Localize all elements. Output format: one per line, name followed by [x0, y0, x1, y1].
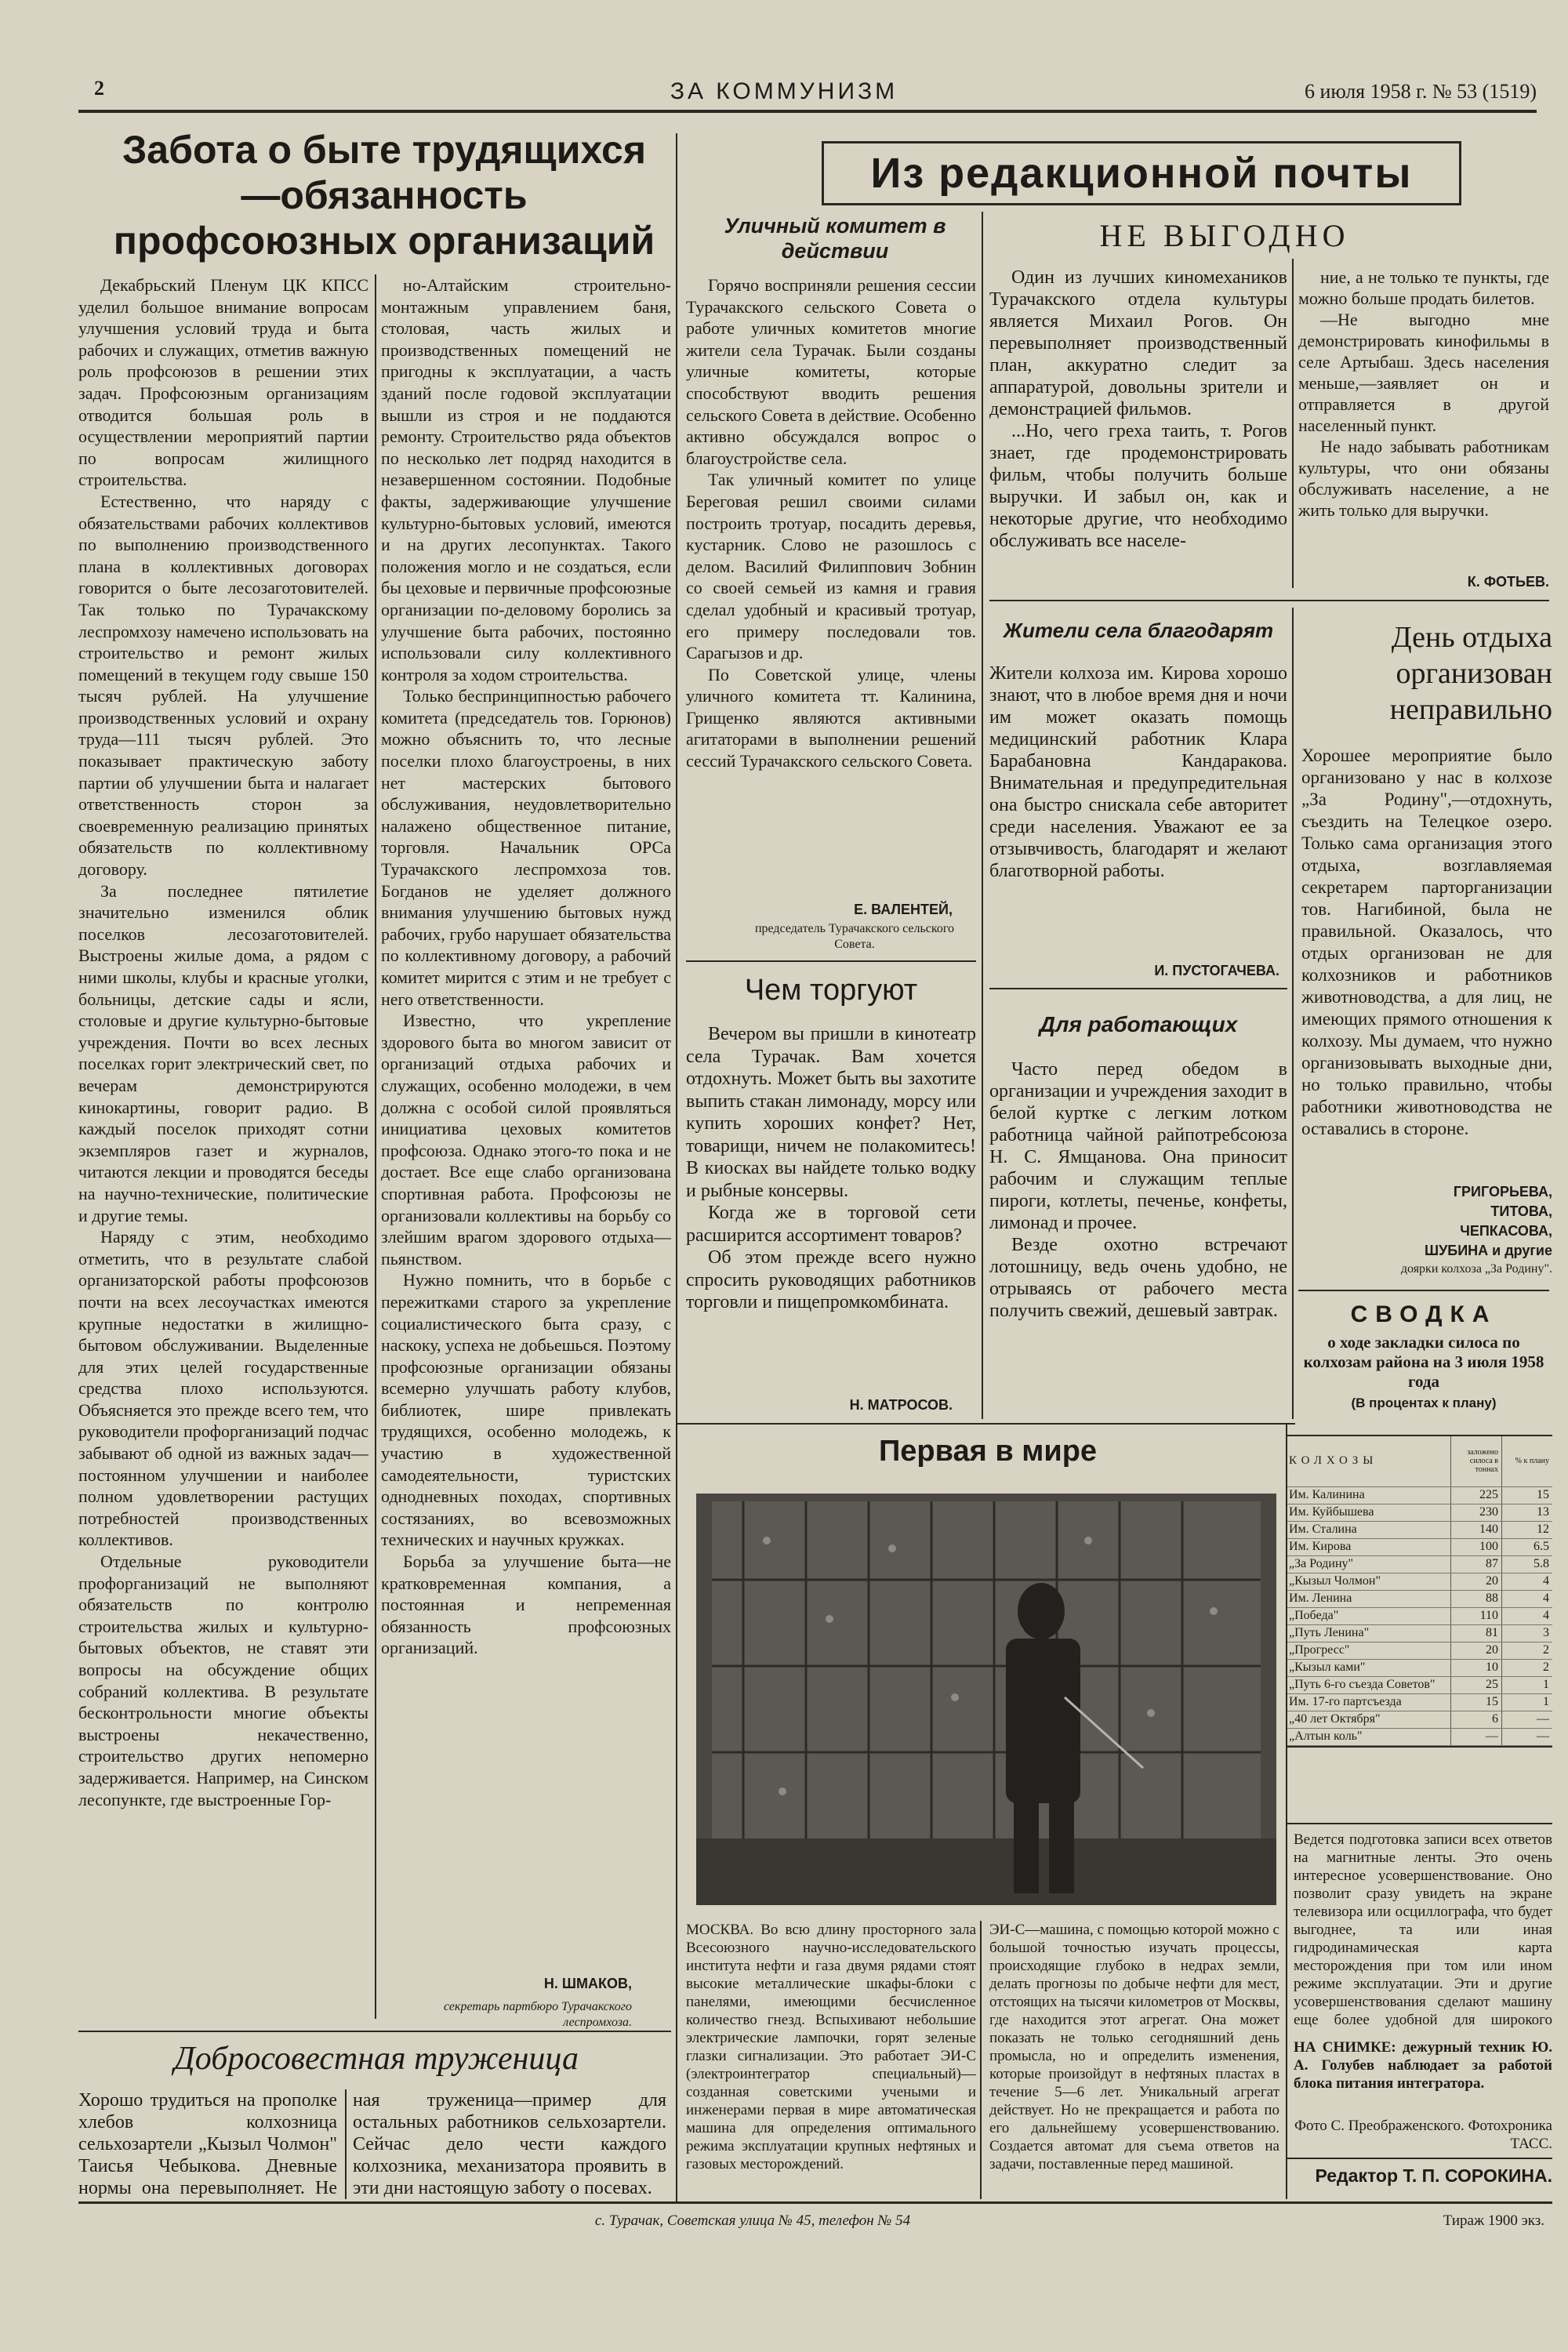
kolkhoz-name-cell: „Победа" [1286, 1607, 1451, 1624]
column-rule [375, 274, 376, 2019]
percent-plan-cell: — [1502, 1728, 1553, 1745]
percent-plan-cell: 6.5 [1502, 1538, 1553, 1555]
kolkhoz-name-cell: Им. Калинина [1286, 1486, 1451, 1504]
percent-plan-cell: 3 [1502, 1624, 1553, 1642]
paragraph: Об этом прежде всего нужно спросить руководящих работников торговли и пищепромкомбината. [686, 1247, 976, 1312]
silage-tons-cell: 81 [1451, 1624, 1502, 1642]
silage-tons-cell: 20 [1451, 1573, 1502, 1590]
table-row [1286, 1624, 1552, 1642]
paragraph: Вечером вы пришли в кинотеатр села Турачак. Вам хочется отдохнуть. Может быть вы захотите выпить стакан лимонаду, морсу или купить хороших конфет? Нет, товарищи, ничем не полакомитесь! В киосках вы найдете только водку и рыбные консервы. [686, 1024, 976, 1201]
table-row [1286, 1538, 1552, 1555]
rest-day-signature-1: ГРИГОРЬЕВА, [1453, 1184, 1552, 1200]
table-row [1286, 1573, 1552, 1590]
column-rule [1286, 1423, 1287, 2199]
table-row [1286, 1728, 1552, 1745]
table-row [1286, 1607, 1552, 1624]
summary-title: СВОДКА [1350, 1301, 1497, 1327]
table-row [1286, 1504, 1552, 1521]
silage-tons-cell: 110 [1451, 1607, 1502, 1624]
news-photo [696, 1494, 1276, 1905]
paragraph: По Советской улице, члены уличного комитета тт. Калинина, Грищенко являются активными агитаторами в выполнении решений сессий Турачакского сельского Совета. [686, 664, 976, 771]
paragraph: Когда же в торговой сети расширится ассортимент товаров? [686, 1203, 976, 1246]
kolkhoz-name-cell: „За Родину" [1286, 1555, 1451, 1573]
percent-plan-cell: 5.8 [1502, 1555, 1553, 1573]
percent-plan-cell: 1 [1502, 1676, 1553, 1693]
paragraph: ние, а не только те пункты, где можно больше продать билетов. [1298, 267, 1549, 308]
percent-plan-cell: 4 [1502, 1590, 1553, 1607]
main-article-col2 [381, 274, 671, 1842]
section-rule [1298, 1290, 1549, 1291]
silage-tons-cell: 6 [1451, 1711, 1502, 1728]
mail-banner: Из редакционной почты [822, 141, 1461, 205]
percent-plan-cell: 13 [1502, 1504, 1553, 1521]
silage-tons-cell: 87 [1451, 1555, 1502, 1573]
summary-data-table [1286, 1436, 1552, 1746]
photo-caption-col2: ЭИ-С—машина, с помощью которой можно с большой точностью изучать процессы, происходящие глубоко в недрах земли, делать прогнозы по добыче нефти для мест, отстоящих на тысячи километров от Москвы, где находится этот агрегат. Она может показать не только сегодняшний день промысла, но и определить изменения, которые произойдут в нефтяных пластах в течение 5—6 лет. Уникальный агрегат действует. Но не прекращается и работа по его дальнейшему усовершенствованию. Создается автомат для съема ответов на задачи, поставленные перед машиной. [989, 1922, 1279, 2172]
photo-headline: Первая в мире [878, 1435, 1098, 1468]
kolkhoz-name-cell: Им. Кирова [1286, 1538, 1451, 1555]
section-rule [1286, 2158, 1552, 2159]
worker-col2: ная труженица—пример для остальных работников сельхозартели. Сейчас дело чести каждого колхозника, механизатора проявить в эти дни настоящую заботу о посевах. [353, 2090, 666, 2198]
paragraph: ...Но, чего греха таить, т. Рогов знает, где продемонстрировать фильм, чтобы получить больше выручки. И забыл он, как и некоторые другие, что необходимо обслуживать все населе- [989, 421, 1287, 551]
table-row [1286, 1642, 1552, 1659]
kolkhoz-name-cell: Им. Ленина [1286, 1590, 1451, 1607]
percent-plan-cell: 4 [1502, 1607, 1553, 1624]
table-header: КОЛХОЗЫ [1286, 1436, 1451, 1486]
rest-day-signature-2: ТИТОВА, [1490, 1203, 1552, 1219]
rest-day-signature-3: ЧЕПКАСОВА, [1460, 1223, 1552, 1239]
issue-date: 6 июля 1958 г. № 53 (1519) [1305, 80, 1537, 103]
silage-tons-cell: 225 [1451, 1486, 1502, 1504]
section-rule [78, 2031, 671, 2032]
footer-rule [78, 2201, 1552, 2204]
paragraph: —Не выгодно мне демонстрировать кинофильмы в селе Артыбаш. Здесь населения меньше,—заявляет он и отправляется в другой населенный пункт. [1298, 310, 1549, 435]
thanks-body: Жители колхоза им. Кирова хорошо знают, что в любое время дня и ночи им может оказать помощь медицинский работник Клара Барабановна Кандаракова. Внимательная и предупредительная она быстро снискала себе авторитет среди населения. Уважают ее за отзывчивость, благодарят и желают благотворной работы. [989, 663, 1287, 881]
column-rule [345, 2089, 347, 2199]
table-row [1286, 1486, 1552, 1504]
section-rule [1286, 1823, 1552, 1824]
rest-day-headline: День отдыха организован неправильно [1389, 621, 1552, 726]
table-row [1286, 1693, 1552, 1711]
main-signature-note: секретарь партбюро Турачакского леспромхоза. [444, 2000, 632, 2029]
main-article-col1 [78, 274, 368, 2054]
footer-address: с. Турачак, Советская улица № 45, телефон № 54 [594, 2212, 911, 2229]
rest-day-signature-note: доярки колхоза „За Родину". [1400, 1262, 1552, 1276]
not-profitable-headline: НЕ ВЫГОДНО [1099, 218, 1350, 253]
table-row [1286, 1521, 1552, 1538]
editor-line: Редактор Т. П. СОРОКИНА. [1315, 2165, 1552, 2186]
paragraph: Нужно помнить, что в борьбе с пережитками старого за укрепление социалистического быта сразу, с наскоку, успеха не добьешься. Поэтому профсоюзные организации обязаны всемерно улучшать работу клубов, библиотек, шире привлекать трудящихся, особенно молодежь, к участию в художественной самодеятельности, туристских однодневных походах, спортивных состязаниях, во всевозможных технических и научных кружках. [381, 1270, 671, 1550]
photo-note: НА СНИМКЕ: дежурный техник Ю. А. Голубев наблюдает за работой блока питания интегратора. [1294, 2039, 1552, 2092]
page-number: 2 [94, 77, 104, 100]
photo-caption-col1: МОСКВА. Во всю длину просторного зала Всесоюзного научно-исследовательского института нефти и газа двумя рядами стоят высокие металлические шкафы-блоки с панелями, имеющими бесчисленное количество гнезд. Вспыхивают небольшие электрические лампочки, горят зеленые глазки сигнализации. Это работает ЭИ-С (электроинтегратор специальный)—созданная советскими учеными и инженерами первая в мире автоматическая машина для определения оптимального режима эксплуатации крупных нефтяных и газовых месторождений. [686, 1922, 976, 2172]
percent-plan-cell: 4 [1502, 1573, 1553, 1590]
rest-day-body: Хорошее мероприятие было организовано у нас в колхозе „За Родину",—отдохнуть, съездить на Телецкое озеро. Только сама организация этого отдыха, возглавляемая секретарем парторганизации тов. Нагибиной, была не правильной. Оказалось, что отдых организован не для колхозников и работников животноводства, а для лиц, не имеющих прямого отношения к колхозу. Мы думаем, что нужно организовывать выходные дни, но только правильно, чтобы работники животноводства не оставались в стороне. [1301, 746, 1552, 1138]
main-headline: Забота о быте трудящихся—обязанность профсоюзных организаций [113, 128, 655, 263]
street-headline: Уличный комитет в действии [724, 214, 946, 263]
table-row [1286, 1676, 1552, 1693]
percent-plan-cell: — [1502, 1711, 1553, 1728]
paragraph: Отдельные руководители профорганизаций не выполняют обязательств по контролю строительства жилых и культурно-бытовых объектов, не ставят эти вопросы на обсуждение общих собраний коллектива. В результате бесконтрольности многие объекты выстроены некачественно, строительство других непомерно задерживается. Например, на Синском лесопункте, где выстроенные Гор- [78, 1552, 368, 1809]
kolkhoz-name-cell: „Путь Ленина" [1286, 1624, 1451, 1642]
kolkhoz-name-cell: Им. 17-го партсъезда [1286, 1693, 1451, 1711]
summary-subtitle: о ходе закладки силоса по колхозам района на 3 июля 1958 года [1303, 1333, 1544, 1391]
paragraph: Борьба за улучшение быта—не кратковременная компания, а постоянная и непременная обязанность профсоюзных организаций. [381, 1552, 671, 1658]
computer-room-photo [696, 1494, 1276, 1905]
kolkhoz-name-cell: „Прогресс" [1286, 1642, 1451, 1659]
paragraph: Один из лучших киномехаников Турачакского отдела культуры является Михаил Рогов. Он перевыполняет производственный план, аккуратно следит за аппаратурой, довольны зрители и демонстрацией фильмов. [989, 267, 1287, 419]
paragraph: но-Алтайским строительно-монтажным управлением баня, столовая, часть жилых и производственных помещений не пригодны к эксплуатации, а часть зданий после годовой эксплуатации вышли из строя и не поддаются ремонту. Строительство ряда объектов по несколько лет подряд находится в незавершенном состоянии. Подобные факты, задерживающие улучшение культурно-бытовых условий, имеются и на других лесопунктах. Такого положения могло и не создаться, если бы цеховые и первичные профсоюзные организации по-деловому боролись за улучшение быта рабочих, постоянно использовали силу коллективного контроля за ходом строительства. [381, 275, 671, 684]
rest-day-signature-4: ШУБИНА и другие [1425, 1243, 1552, 1258]
table-row [1286, 1711, 1552, 1728]
silage-tons-cell: 20 [1451, 1642, 1502, 1659]
trade-body [686, 1023, 976, 1392]
kolkhoz-name-cell: „Путь 6-го съезда Советов" [1286, 1676, 1451, 1693]
column-rule [1292, 608, 1294, 1419]
percent-plan-cell: 15 [1502, 1486, 1553, 1504]
silage-tons-cell: — [1451, 1728, 1502, 1745]
kolkhoz-name-cell: „40 лет Октября" [1286, 1711, 1451, 1728]
paragraph: Известно, что укрепление здорового быта во многом зависит от организаций отдыха рабочих и служащих, особенно молодежи, в чем должна с особой силой проявляться инициатива цеховых комитетов профсоюза. Однако этого-то пока и не достает. Все еще слабо организована спортивная работа. Профсоюзы не организовали коллективы на борьбу со злейшим врагом здорового отдыха—пьянством. [381, 1011, 671, 1269]
street-signature: Е. ВАЛЕНТЕЙ, [854, 902, 953, 917]
table-header: заложено силоса в тоннах [1451, 1436, 1502, 1486]
workers-headline: Для работающих [1039, 1012, 1238, 1036]
silage-tons-cell: 230 [1451, 1504, 1502, 1521]
main-signature: Н. ШМАКОВ, [543, 1976, 632, 1991]
not-profitable-signature: К. ФОТЬЕВ. [1467, 574, 1549, 590]
trade-signature: Н. МАТРОСОВ. [849, 1397, 953, 1413]
paragraph: За последнее пятилетие значительно изменился облик поселков лесозаготовителей. Выстроены жилые дома, а рядом с ними школы, клубы и красные уголки, больницы, детские сады и ясли, столовые и другие культурно-бытовые учреждения. Почти во всех лесных поселках горит электрический свет, по вечерам демонстрируются кинокартины, говорит радио. В каждый поселок приходят сотни экземпляров газет и журналов, читаются лекции и проводятся беседы на научно-технические, политические и другие темы. [78, 880, 368, 1225]
street-signature-note: председатель Турачакского сельского Совета. [754, 922, 955, 951]
paragraph: Так уличный комитет по улице Береговая решил своими силами построить тротуар, посадить деревья, кустарник. Слово не разошлось с делом. Василий Филиппович Зобнин со своей семьей из камня и гравия сделал удобный и красивый тротуар, его примеру последовали тов. Сарагызов и др. [686, 470, 976, 663]
section-rule [676, 1423, 1295, 1425]
section-rule [989, 988, 1287, 989]
masthead-rule [78, 110, 1537, 113]
table-row [1286, 1659, 1552, 1676]
silage-tons-cell: 100 [1451, 1538, 1502, 1555]
percent-plan-cell: 1 [1502, 1693, 1553, 1711]
paragraph: Наряду с этим, необходимо отметить, что в результате слабой организаторской работы профсоюзов почти на всех лесоучастках имеются крупные недостатки в жилищно-бытовом обслуживании. Выделенные для этих целей государственные средства плохо используются. Объясняется это прежде всего тем, что руководители профорганизаций подчас забывают об одной из важных задач—постоянном улучшении и наиболее полном удовлетворении растущих потребностей производственных коллективов. [78, 1227, 368, 1550]
paragraph: Везде охотно встречают лотошницу, ведь очень удобно, не отрываясь от рабочего места получить свежий, дешевый завтрак. [989, 1235, 1287, 1321]
silage-tons-cell: 140 [1451, 1521, 1502, 1538]
silage-tons-cell: 10 [1451, 1659, 1502, 1676]
silage-tons-cell: 88 [1451, 1590, 1502, 1607]
kolkhoz-name-cell: Им. Куйбышева [1286, 1504, 1451, 1521]
not-profitable-col1 [989, 267, 1287, 588]
paragraph: Естественно, что наряду с обязательствами рабочих коллективов по выполнению производственного плана в коллективных договорах говорится о быте лесозаготовителей. Так только по Турачакскому леспромхозу намечено использовать на строительство и ремонт жилых помещений в текущем году свыше 150 тысяч рублей. На улучшение производственных условий и охрану труда—111 тысяч рублей. Это показывает практическую заботу партии об улучшении быта и налагает ответственность сторон за своевременную реализацию принятых обязательств по коллективному договору. [78, 491, 368, 880]
summary-table [1286, 1435, 1552, 1748]
table-row [1286, 1590, 1552, 1607]
section-rule [989, 600, 1549, 601]
photo-caption-col3: Ведется подготовка записи всех ответов на магнитные ленты. Это очень интересное усовершенствование. Оно позволит сразу увидеть на экране телевизора или осциллографа, что будет выгоднее, та или иная гидродинамическая карта месторождения при том или ином режиме эксплуатации. Эти и другие усовершенствования сделают машину еще более удобной для широкого [1294, 1831, 1552, 2028]
thanks-signature: И. ПУСТОГАЧЕВА. [1154, 963, 1279, 978]
percent-plan-cell: 2 [1502, 1642, 1553, 1659]
percent-plan-cell: 2 [1502, 1659, 1553, 1676]
kolkhoz-name-cell: „Алтын коль" [1286, 1728, 1451, 1745]
photo-credit: Фото С. Преображенского. Фотохроника ТАСС. [1294, 2118, 1552, 2152]
table-row [1286, 1555, 1552, 1573]
silage-tons-cell: 15 [1451, 1693, 1502, 1711]
worker-headline: Добросовестная труженица [174, 2041, 579, 2077]
workers-body [989, 1058, 1287, 1419]
column-rule [982, 212, 983, 1419]
footer-circulation: Тираж 1900 экз. [1443, 2212, 1544, 2229]
table-header: % к плану [1502, 1436, 1553, 1486]
paragraph: Горячо восприняли решения сессии Турачакского сельского Совета о работе уличных комитетов многие жители села Турачак. Были созданы уличные комитеты, которые способствуют вводить решения сельского Совета в действие. Особенно активно обсуждался вопрос о благоустройстве села. [686, 275, 976, 468]
section-rule [686, 960, 976, 962]
kolkhoz-name-cell: „Кызыл ками" [1286, 1659, 1451, 1676]
paragraph: Часто перед обедом в организации и учреждения заходит в белой куртке с легким лотком работница чайной райпотребсоюза Н. С. Ямщанова. Она приносит рабочим и служащим теплые пироги, котлеты, печенье, конфеты, лимонад и прочее. [989, 1059, 1287, 1233]
trade-headline: Чем торгуют [744, 974, 918, 1007]
summary-units: (В процентах к плану) [1351, 1396, 1497, 1410]
percent-plan-cell: 12 [1502, 1521, 1553, 1538]
not-profitable-col2 [1298, 267, 1549, 572]
newspaper-title: ЗА КОММУНИЗМ [670, 78, 898, 104]
street-body [686, 274, 976, 894]
kolkhoz-name-cell: Им. Сталина [1286, 1521, 1451, 1538]
column-rule [1292, 259, 1294, 588]
paragraph: Декабрьский Пленум ЦК КПСС уделил большое внимание вопросам улучшения условий труда и быта рабочих и служащих, отметив важную роль профсоюзов в решении этих задач. Профсоюзным организациям отводится большая роль в осуществлении мероприятий партии по вопросам жилищного строительства. [78, 275, 368, 490]
kolkhoz-name-cell: „Кызыл Чолмон" [1286, 1573, 1451, 1590]
column-rule [980, 1921, 982, 2199]
thanks-headline: Жители села благодарят [1003, 619, 1274, 642]
paragraph: Не надо забывать работникам культуры, что они обязаны обслуживать население, а не жить только для выручки. [1298, 437, 1549, 520]
column-rule [676, 133, 677, 2203]
worker-col1: Хорошо трудиться на прополке хлебов колхозница сельхозартели „Кызыл Чолмон" Таисья Чебыкова. Дневные нормы она перевыполняет. Не [78, 2090, 337, 2198]
silage-tons-cell: 25 [1451, 1676, 1502, 1693]
paragraph: Только беспринципностью рабочего комитета (председатель тов. Горюнов) можно объяснить то, что лесные поселки плохо благоустроены, в них нет мастерских бытового обслуживания, неудовлетворительно налажено общественное питание, торговля. Начальник ОРСа Турачакского леспромхоза тов. Богданов не уделяет должного внимания улучшению бытовых нужд рабочих, грубо нарушает обязательства по коллективному договору, а рабочий комитет мирится с этим и не требует с него ответственности. [381, 686, 671, 1009]
